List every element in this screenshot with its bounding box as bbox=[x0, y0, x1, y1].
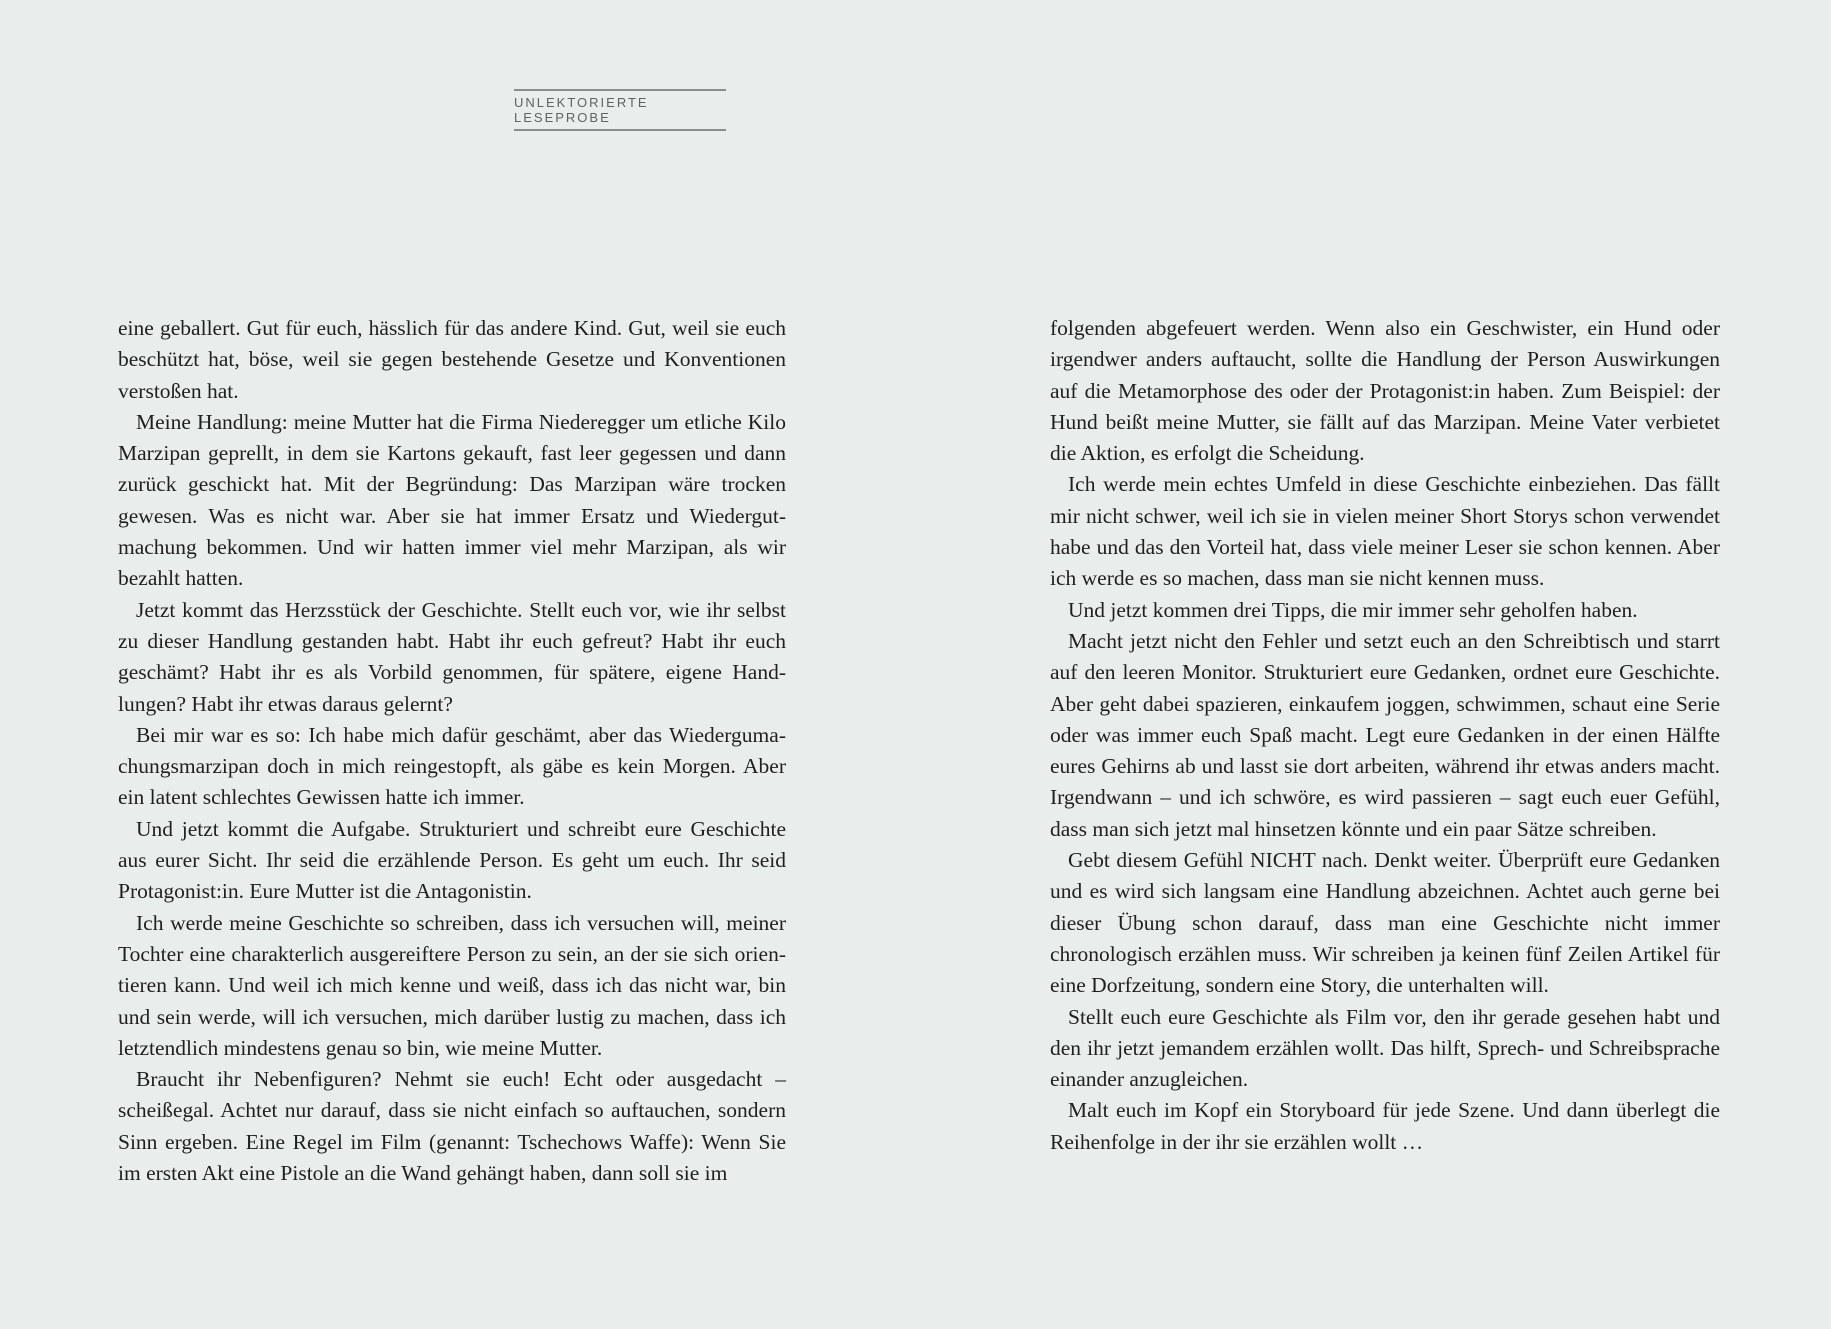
paragraph: Malt euch im Kopf ein Storyboard für jede Szene. Und dann überlegt die Reihenfolge in der ihr sie erzählen wollt … bbox=[1050, 1098, 1720, 1154]
paragraph: Stellt euch eure Geschichte als Film vor, den ihr gerade gesehen habt und den ihr jetzt jemandem erzählen wollt. Das hilft, Sprech- und Schreibsprache einander anzugleichen. bbox=[1050, 1004, 1720, 1092]
header-label-box bbox=[514, 89, 726, 131]
paragraph: folgenden abgefeuert werden. Wenn also ein Geschwister, ein Hund oder irgendwer anders auftaucht, sollte die Handlung der Person Auswirkungen auf die Metamorphose des oder der Protagonist:in haben. Zum Beispiel: der Hund beißt meine Mutter, sie fällt auf das Marzipan. Meine Vater verbietet die Aktion, es erfolgt die Scheidung. bbox=[1050, 316, 1720, 466]
paragraph: Braucht ihr Nebenfiguren? Nehmt sie euch! Echt oder ausgedacht – scheißegal. Achtet nur darauf, dass sie nicht einfach so auftauchen, sondern Sinn ergeben. Eine Regel im Film (genannt: Tschechows Waffe): Wenn Sie im ersten Akt eine Pistole an die Wand gehängt haben, dann soll sie im bbox=[118, 1067, 786, 1186]
paragraph: Bei mir war es so: Ich habe mich dafür geschämt, aber das Wiedergumachungsmarzipan doch in mich reingestopft, als gäbe es kein Morgen. Aber ein latent schlechtes Gewissen hatte ich immer. bbox=[118, 722, 786, 810]
paragraph: Gebt diesem Gefühl NICHT nach. Denkt weiter. Überprüft eure Gedanken und es wird sich langsam eine Handlung abzeichnen. Achtet auch gerne bei dieser Übung schon darauf, dass man eine Geschichte nicht immer chronologisch erzählen muss. Wir schreiben ja keinen fünf Zeilen Artikel für eine Dorfzeitung, sondern eine Story, die unterhalten will. bbox=[1050, 848, 1720, 998]
paragraph: Und jetzt kommt die Aufgabe. Strukturiert und schreibt eure Geschichte aus eurer Sicht. Ihr seid die erzählende Person. Es geht um euch. Ihr seid Protagonist:in. Eure Mutter ist die Antagonistin. bbox=[118, 816, 786, 904]
paragraph: Jetzt kommt das Herzsstück der Geschichte. Stellt euch vor, wie ihr selbst zu dieser Handlung gestanden habt. Habt ihr euch gefreut? Habt ihr euch geschämt? Habt ihr es als Vorbild genommen, für spätere, eigene Handlungen? Habt ihr etwas daraus gelernt? bbox=[118, 597, 786, 716]
paragraph: Ich werde meine Geschichte so schreiben, dass ich versuchen will, meiner Tochter eine charakterlich ausgereiftere Person zu sein, an der sie sich orientieren kann. Und weil ich mich kenne und weiß, dass ich das nicht war, bin und sein werde, will ich versuchen, mich darüber lustig zu machen, dass ich letztendlich mindestens genau so bin, wie meine Mutter. bbox=[118, 910, 786, 1060]
paragraph: Ich werde mein echtes Umfeld in diese Geschichte einbeziehen. Das fällt mir nicht schwer, weil ich sie in vielen meiner Short Storys schon verwendet habe und das den Vorteil hat, dass viele meiner Leser sie schon kennen. Aber ich werde es so machen, dass man sie nicht kennen muss. bbox=[1050, 472, 1720, 591]
paragraph: Meine Handlung: meine Mutter hat die Firma Niederegger um etliche Kilo Marzipan geprellt, in dem sie Kartons gekauft, fast leer gegessen und dann zurück geschickt hat. Mit der Begründung: Das Marzipan wäre trocken gewesen. Was es nicht war. Aber sie hat immer Ersatz und Wiedergutmachung bekommen. Und wir hatten immer viel mehr Marzipan, als wir bezahlt hatten. bbox=[118, 409, 786, 591]
left-page-text bbox=[118, 313, 786, 1189]
paragraph: Und jetzt kommen drei Tipps, die mir immer sehr geholfen haben. bbox=[1068, 597, 1638, 622]
right-page-text bbox=[1050, 313, 1720, 1158]
paragraph: eine geballert. Gut für euch, hässlich für das andere Kind. Gut, weil sie euch beschützt hat, böse, weil sie gegen bestehende Gesetze und Konventionen verstoßen hat. bbox=[118, 316, 786, 403]
header-label: UNLEKTORIERTE LESEPROBE bbox=[514, 95, 649, 125]
paragraph: Macht jetzt nicht den Fehler und setzt euch an den Schreibtisch und starrt auf den leeren Monitor. Strukturiert eure Gedanken, ordnet eure Geschichte. Aber geht dabei spazieren, einkaufem joggen, schwimmen, schaut eine Serie oder was immer euch Spaß macht. Legt eure Gedanken in der einen Hälfte eures Gehirns ab und lasst sie dort arbeiten, während ihr etwas anders macht. Irgendwann – und ich schwöre, es wird passieren – sagt euch euer Gefühl, dass man sich jetzt mal hinsetzen könnte und ein paar Sätze schreiben. bbox=[1050, 628, 1720, 841]
